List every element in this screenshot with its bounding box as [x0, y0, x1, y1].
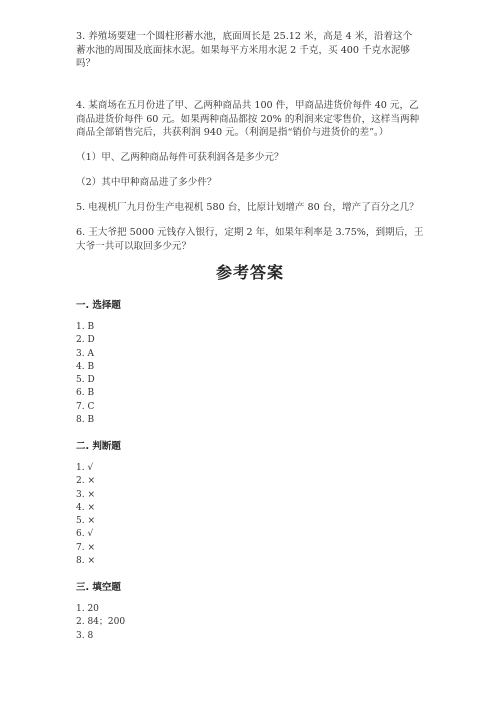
answer-item: 2. D: [76, 335, 95, 346]
question-line: 大爷一共可以取回多少元？: [76, 240, 192, 252]
answer-item: 7. ×: [76, 542, 95, 553]
answer-item: 1. 20: [76, 604, 99, 614]
answer-list-judgment: [76, 462, 95, 568]
answer-item: 1. √: [76, 463, 94, 473]
answer-item: 5. D: [76, 375, 95, 386]
question-3: [76, 30, 432, 71]
question-line: （1）甲、乙两种商品每件可获利润各是多少元？: [76, 152, 284, 163]
answer-item: 6. B: [76, 388, 95, 399]
answer-item: 3. ×: [76, 489, 95, 500]
question-line: 蓄水池的周围及底面抹水泥。如果每平方米用水泥 2 千克，买 400 千克水泥够: [76, 44, 411, 56]
question-line: 商品全部销售完后，共获利润 940 元。（利润是指“销价与进货价的差”。）: [76, 127, 389, 139]
answer-item: 4. B: [76, 361, 95, 372]
question-line: （2）其中甲种商品进了多少件？: [76, 177, 217, 188]
answer-item: 1. B: [76, 322, 95, 332]
answer-item: 3. A: [76, 348, 94, 359]
answer-item: 7. C: [76, 401, 95, 412]
answer-list-choice: [76, 321, 95, 427]
section-heading-choice: 一. 选择题: [76, 300, 121, 311]
answer-item: 5. ×: [76, 516, 95, 527]
answer-item: 8. ×: [76, 556, 95, 567]
section-heading-judgment: 二. 判断题: [76, 441, 121, 452]
answer-item: 3. 8: [76, 630, 94, 641]
question-line: 6. 王大爷把 5000 元钱存入银行，定期 2 年，如果年利率是 3.75%，到期后，王: [76, 227, 424, 238]
answer-list-fill-in: [76, 603, 125, 643]
question-line: 4. 某商场在五月份进了甲、乙两种商品共 100 件，甲商品进货价每件 40 元，乙: [76, 100, 419, 111]
answer-item: 2. 84；200: [76, 617, 126, 628]
question-line: 吗？: [76, 58, 96, 70]
question-4: [76, 99, 432, 140]
answer-item: 4. ×: [76, 502, 95, 513]
question-5: [76, 201, 432, 215]
answer-item: 2. ×: [76, 476, 95, 487]
answers-title: 参考答案: [215, 263, 284, 282]
question-line: 3. 养殖场要建一个圆柱形蓄水池，底面周长是 25.12 米，高是 4 米，沿着这个: [76, 31, 413, 42]
question-6: [76, 226, 432, 253]
question-line: 5. 电视机厂九月份生产电视机 580 台，比原计划增产 80 台，增产了百分之几？: [76, 202, 419, 213]
question-line: 商品进货价每件 60 元。如果两种商品都按 20% 的利润来定零售价，这样当两种: [76, 113, 420, 125]
answer-item: 8. B: [76, 415, 95, 426]
question-4-part-1: [76, 151, 432, 165]
section-heading-fill-in: 三. 填空题: [76, 582, 121, 593]
answer-item: 6. √: [76, 529, 94, 540]
question-4-part-2: [76, 176, 432, 190]
